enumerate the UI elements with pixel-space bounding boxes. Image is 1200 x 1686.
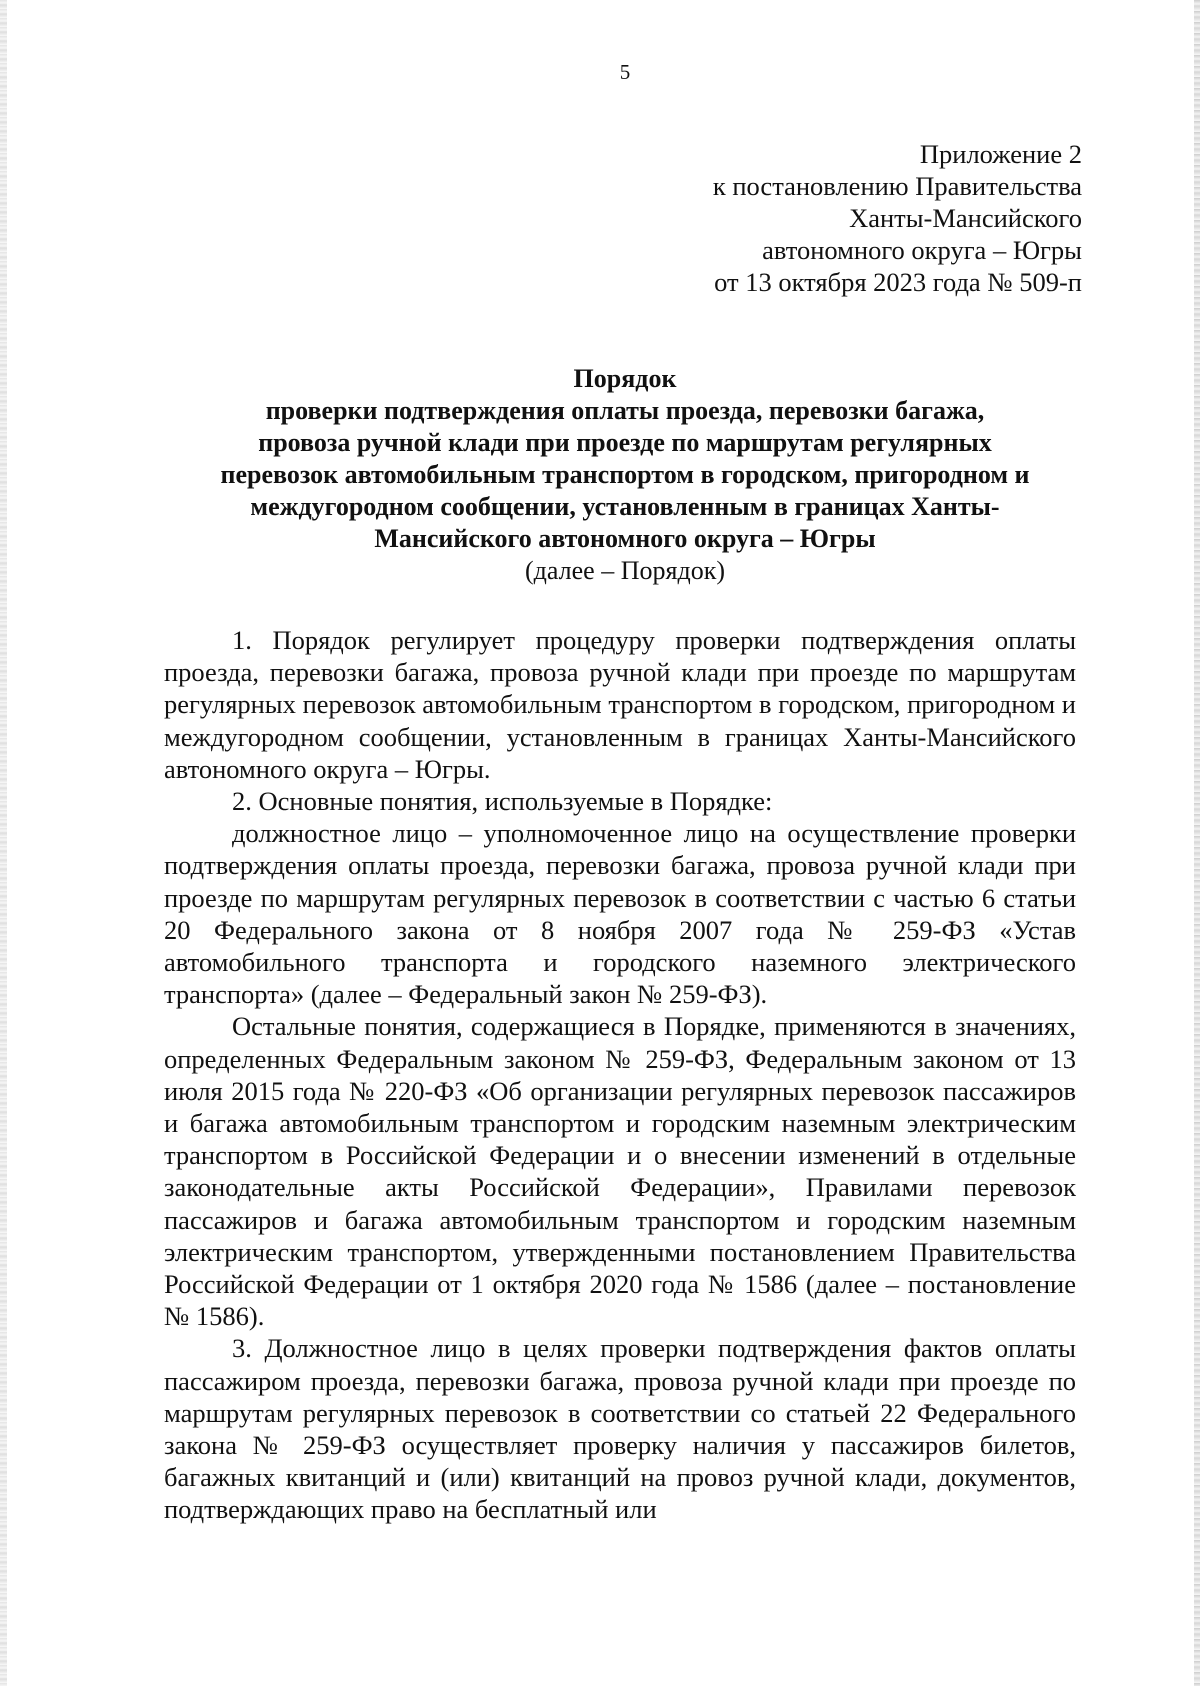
page-number: 5 bbox=[619, 60, 631, 84]
paragraph-other-concepts: Остальные понятия, содержащиеся в Порядке, применяются в значениях, определенных Федеральным законом № 259-ФЗ, Федеральным законом от 13 июля 2015 года № 220-ФЗ «Об организации регулярных перевозок пассажиров и багажа автомобильным транспортом и городским наземным электрическим транспортом в Российской Федерации и о внесении изменений в отдельные законодательные акты Российской Федерации», Правилами перевозок пассажиров и багажа автомобильным транспортом и городским наземным электрическим транспортом, утвержденными постановлением Правительства Российской Федерации от 1 октября 2020 года № 1586 (далее – постановление № 1586). bbox=[164, 1011, 1076, 1332]
scan-edge-left bbox=[0, 0, 7, 1686]
title-line: междугородном сообщении, установленным в границах Ханты- bbox=[250, 492, 1000, 521]
paragraph-1: 1. Порядок регулирует процедуру проверки подтверждения оплаты проезда, перевозки багажа, провоза ручной клади при проезде по маршрутам регулярных перевозок автомобильным транспортом в городском, пригородном и междугородном сообщении, установленным в границах Ханты-Мансийского автономного округа – Югры. bbox=[164, 625, 1076, 784]
title-note: (далее – Порядок) bbox=[525, 556, 725, 585]
title-line: перевозок автомобильным транспортом в городском, пригородном и bbox=[220, 460, 1030, 489]
title-line: проверки подтверждения оплаты проезда, перевозки багажа, bbox=[265, 396, 985, 425]
title-line: провоза ручной клади при проезде по маршрутам регулярных bbox=[258, 428, 992, 457]
appendix-line: Приложение 2 bbox=[919, 139, 1082, 169]
appendix-line: к постановлению Правительства bbox=[712, 171, 1082, 201]
appendix-line: Ханты-Мансийского bbox=[849, 203, 1082, 233]
document-body bbox=[164, 624, 1076, 1526]
paragraph-definition: должностное лицо – уполномоченное лицо на осуществление проверки подтверждения оплаты проезда, перевозки багажа, провоза ручной клади при проезде по маршрутам регулярных перевозок в соответствии с частью 6 статьи 20 Федерального закона от 8 ноября 2007 года № 259-ФЗ «Устав автомобильного транспорта и городского наземного электрического транспорта» (далее – Федеральный закон № 259-ФЗ). bbox=[164, 818, 1076, 1010]
paragraph-2: 2. Основные понятия, используемые в Порядке: bbox=[232, 786, 773, 817]
paragraph-3: 3. Должностное лицо в целях проверки подтверждения фактов оплаты пассажиром проезда, перевозки багажа, провоза ручной клади при проезде по маршрутам регулярных перевозок в соответствии со статьей 22 Федерального закона № 259-ФЗ осуществляет проверку наличия у пассажиров билетов, багажных квитанций и (или) квитанций на провоз ручной клади, документов, подтверждающих право на бесплатный или bbox=[164, 1333, 1076, 1525]
document-title bbox=[150, 363, 1100, 587]
appendix-header bbox=[713, 138, 1082, 298]
appendix-line: автономного округа – Югры bbox=[762, 235, 1082, 265]
title-line: Мансийского автономного округа – Югры bbox=[374, 524, 876, 553]
appendix-line: от 13 октября 2023 года № 509-п bbox=[714, 267, 1082, 297]
title-heading: Порядок bbox=[573, 364, 677, 393]
scan-edge-right bbox=[1194, 0, 1200, 1686]
